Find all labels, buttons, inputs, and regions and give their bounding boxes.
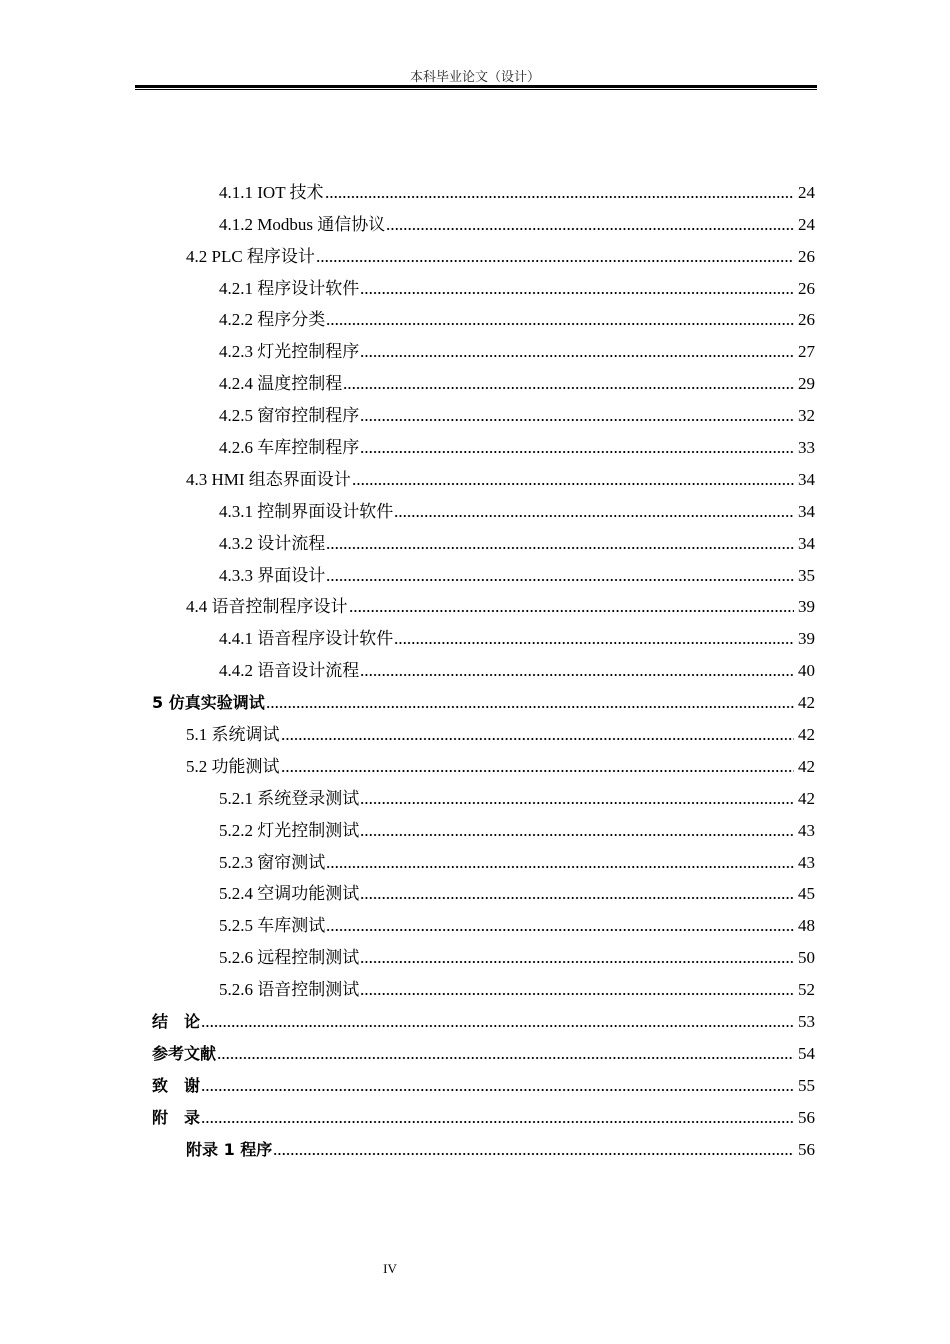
dot-leader (360, 673, 794, 677)
dot-leader (326, 578, 794, 582)
toc-entry-title: 5.2 功能测试 (186, 756, 280, 776)
toc-entry[interactable] (152, 1002, 815, 1034)
dot-leader (325, 195, 794, 199)
toc-entry[interactable] (152, 492, 815, 524)
toc-entry[interactable] (152, 205, 815, 237)
toc-entry-title: 附 录 (152, 1107, 201, 1127)
toc-entry[interactable] (152, 364, 815, 396)
toc-entry-title: 4.3 HMI 组态界面设计 (186, 469, 351, 489)
dot-leader (266, 705, 794, 709)
dot-leader (316, 259, 794, 263)
toc-entry-title: 4.4 语音控制程序设计 (186, 597, 348, 617)
page-number: IV (383, 1261, 397, 1276)
toc-entry-page: 53 (798, 1012, 815, 1032)
toc-entry-title: 4.2.2 程序分类 (219, 310, 326, 330)
dot-leader (360, 960, 794, 964)
toc-entry[interactable] (152, 1098, 815, 1130)
toc-entry-title: 5 仿真实验调试 (152, 693, 265, 713)
toc-entry[interactable] (152, 588, 815, 620)
toc-entry-title: 4.3.1 控制界面设计软件 (219, 501, 394, 521)
toc-entry-title: 结 论 (152, 1012, 201, 1032)
toc-entry-title: 附录 1 程序 (186, 1139, 273, 1159)
toc-entry-title: 5.2.4 空调功能测试 (219, 884, 360, 904)
toc-entry-title: 4.2.4 温度控制程 (219, 374, 343, 394)
dot-leader (201, 1088, 794, 1092)
toc-entry[interactable] (152, 811, 815, 843)
toc-entry[interactable] (152, 843, 815, 875)
dot-leader (360, 801, 794, 805)
toc-entry-page: 33 (798, 438, 815, 458)
toc-entry-page: 32 (798, 406, 815, 426)
header-rule (135, 85, 817, 88)
toc-entry-page: 42 (798, 788, 815, 808)
toc-entry-page: 54 (798, 1043, 815, 1063)
table-of-contents (152, 173, 815, 1162)
toc-entry[interactable] (152, 715, 815, 747)
dot-leader (281, 769, 795, 773)
toc-entry[interactable] (152, 970, 815, 1002)
toc-entry[interactable] (152, 651, 815, 683)
toc-entry[interactable] (152, 332, 815, 364)
running-header: 本科毕业论文（设计） (409, 69, 540, 84)
toc-entry-page: 34 (798, 501, 815, 521)
toc-entry[interactable] (152, 1130, 815, 1162)
header-rule-thin (135, 89, 817, 90)
toc-entry[interactable] (152, 938, 815, 970)
dot-leader (326, 928, 794, 932)
toc-entry-page: 24 (798, 182, 815, 202)
toc-entry-page: 55 (798, 1075, 815, 1095)
toc-entry-title: 4.4.1 语音程序设计软件 (219, 629, 394, 649)
toc-entry-page: 50 (798, 948, 815, 968)
dot-leader (352, 482, 794, 486)
toc-entry-title: 5.2.6 远程控制测试 (219, 948, 360, 968)
toc-entry[interactable] (152, 747, 815, 779)
toc-entry[interactable] (152, 619, 815, 651)
toc-entry-page: 42 (798, 756, 815, 776)
toc-entry-title: 4.2 PLC 程序设计 (186, 246, 315, 266)
dot-leader (273, 1152, 794, 1156)
dot-leader (360, 450, 794, 454)
toc-entry-title: 致 谢 (152, 1075, 201, 1095)
dot-leader (201, 1024, 794, 1028)
dot-leader (343, 386, 794, 390)
toc-entry[interactable] (152, 237, 815, 269)
toc-entry[interactable] (152, 524, 815, 556)
toc-entry-title: 5.2.2 灯光控制测试 (219, 820, 360, 840)
toc-entry-title: 4.1.2 Modbus 通信协议 (219, 214, 386, 234)
dot-leader (360, 833, 794, 837)
dot-leader (326, 322, 794, 326)
toc-entry-page: 24 (798, 214, 815, 234)
dot-leader (360, 418, 794, 422)
toc-entry-page: 40 (798, 661, 815, 681)
dot-leader (394, 641, 794, 645)
toc-entry-page: 26 (798, 246, 815, 266)
toc-entry-title: 4.1.1 IOT 技术 (219, 182, 324, 202)
toc-entry-page: 56 (798, 1107, 815, 1127)
toc-entry-title: 5.2.6 语音控制测试 (219, 980, 360, 1000)
toc-entry[interactable] (152, 906, 815, 938)
dot-leader (394, 514, 794, 518)
toc-entry[interactable] (152, 683, 815, 715)
dot-leader (326, 865, 794, 869)
dot-leader (360, 992, 794, 996)
toc-entry[interactable] (152, 301, 815, 333)
toc-entry-title: 5.2.5 车库测试 (219, 916, 326, 936)
dot-leader (360, 896, 794, 900)
toc-entry-title: 5.2.1 系统登录测试 (219, 788, 360, 808)
toc-entry-title: 4.2.5 窗帘控制程序 (219, 406, 360, 426)
dot-leader (386, 227, 794, 231)
toc-entry[interactable] (152, 1066, 815, 1098)
dot-leader (349, 609, 795, 613)
toc-entry-page: 43 (798, 852, 815, 872)
toc-entry-page: 48 (798, 916, 815, 936)
toc-entry[interactable] (152, 173, 815, 205)
toc-entry-page: 29 (798, 374, 815, 394)
toc-entry[interactable] (152, 269, 815, 301)
toc-entry-page: 42 (798, 693, 815, 713)
toc-entry[interactable] (152, 556, 815, 588)
toc-entry-page: 26 (798, 278, 815, 298)
toc-entry-title: 4.2.3 灯光控制程序 (219, 342, 360, 362)
toc-entry-page: 42 (798, 725, 815, 745)
toc-entry[interactable] (152, 1034, 815, 1066)
toc-entry[interactable] (152, 428, 815, 460)
dot-leader (360, 291, 794, 295)
toc-entry-page: 52 (798, 980, 815, 1000)
toc-entry-page: 39 (798, 597, 815, 617)
toc-entry-title: 4.3.2 设计流程 (219, 533, 326, 553)
toc-entry-page: 45 (798, 884, 815, 904)
toc-entry-title: 4.4.2 语音设计流程 (219, 661, 360, 681)
toc-entry-title: 参考文献 (152, 1043, 217, 1063)
toc-entry-page: 34 (798, 469, 815, 489)
dot-leader (326, 546, 794, 550)
toc-entry-title: 4.2.1 程序设计软件 (219, 278, 360, 298)
toc-entry-page: 34 (798, 533, 815, 553)
toc-entry-title: 4.2.6 车库控制程序 (219, 438, 360, 458)
dot-leader (360, 354, 794, 358)
toc-entry[interactable] (152, 875, 815, 907)
toc-entry[interactable] (152, 779, 815, 811)
toc-entry-page: 56 (798, 1139, 815, 1159)
toc-entry-title: 5.2.3 窗帘测试 (219, 852, 326, 872)
dot-leader (201, 1120, 794, 1124)
toc-entry-page: 43 (798, 820, 815, 840)
dot-leader (217, 1056, 794, 1060)
toc-entry-page: 26 (798, 310, 815, 330)
toc-entry[interactable] (152, 460, 815, 492)
dot-leader (281, 737, 795, 741)
toc-entry-title: 5.1 系统调试 (186, 725, 280, 745)
toc-entry-title: 4.3.3 界面设计 (219, 565, 326, 585)
toc-entry-page: 27 (798, 342, 815, 362)
toc-entry-page: 35 (798, 565, 815, 585)
toc-entry[interactable] (152, 396, 815, 428)
toc-entry-page: 39 (798, 629, 815, 649)
